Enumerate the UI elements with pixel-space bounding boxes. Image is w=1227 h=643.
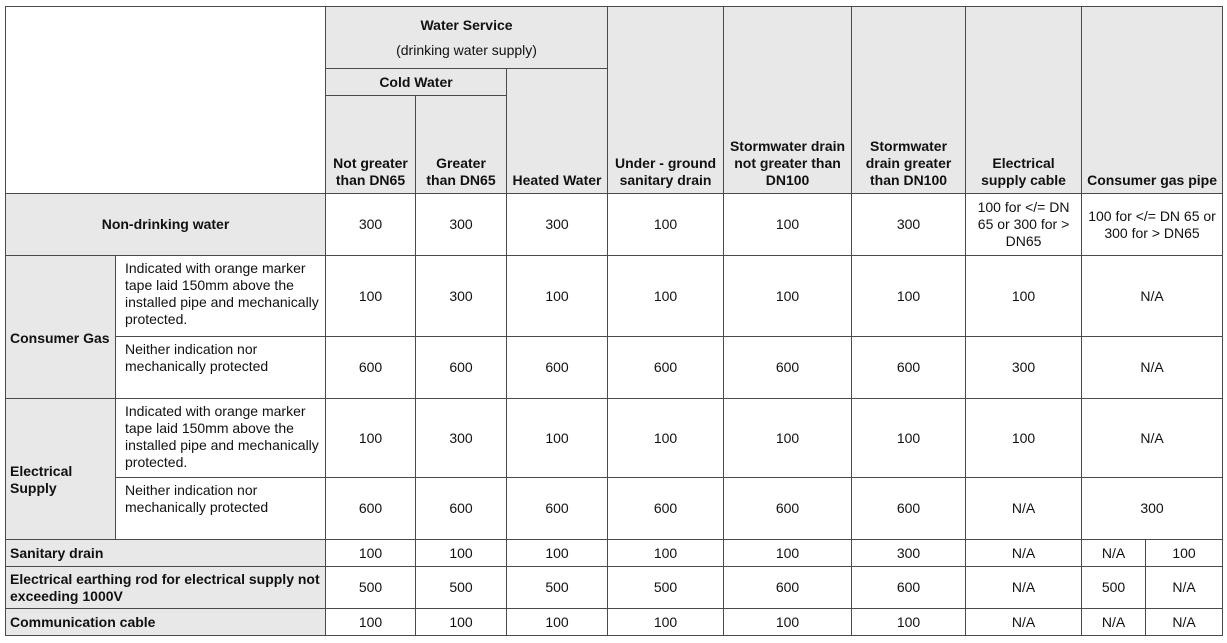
- table-row-sanitary-drain: [6, 540, 1223, 567]
- row-desc-consumer-gas-unmarked: Neither indication nor mechanically protected: [116, 337, 326, 399]
- cell: 100: [326, 399, 416, 478]
- row-desc-consumer-gas-marked: Indicated with orange marker tape laid 150mm above the installed pipe and mechanically protected.: [116, 256, 326, 337]
- cell: 100: [724, 609, 852, 636]
- cell: 100: [416, 540, 507, 567]
- cell: 600: [507, 337, 608, 399]
- row-label-non-drinking: Non-drinking water: [6, 194, 326, 256]
- cell: 600: [326, 478, 416, 540]
- water-service-subtitle: (drinking water supply): [396, 41, 537, 58]
- cell: 100: [507, 399, 608, 478]
- cell: 600: [852, 567, 966, 609]
- cell: 100: [724, 540, 852, 567]
- clearance-table-container: [5, 6, 1223, 636]
- cell: 500: [1082, 567, 1146, 609]
- cell: N/A: [966, 609, 1082, 636]
- cell: 600: [416, 337, 507, 399]
- table-row-earthing-rod: [6, 567, 1223, 609]
- cell: 100: [326, 256, 416, 337]
- row-label-consumer-gas: Consumer Gas: [6, 256, 116, 399]
- cell: 600: [852, 337, 966, 399]
- table-row-non-drinking: [6, 194, 1223, 256]
- cell: 500: [507, 567, 608, 609]
- cell: 100: [326, 540, 416, 567]
- cell: 100: [507, 540, 608, 567]
- row-desc-electrical-marked: Indicated with orange marker tape laid 150mm above the installed pipe and mechanically protected.: [116, 399, 326, 478]
- cell: N/A: [1082, 540, 1146, 567]
- col-header-storm-greater: Stormwater drain greater than DN100: [852, 7, 966, 194]
- cell: N/A: [966, 567, 1082, 609]
- cell: N/A: [1146, 609, 1223, 636]
- cell: 100: [608, 256, 724, 337]
- cell: 600: [507, 478, 608, 540]
- row-desc-electrical-unmarked: Neither indication nor mechanically protected: [116, 478, 326, 540]
- cell: 300: [507, 194, 608, 256]
- cell: 100: [852, 399, 966, 478]
- row-label-earthing-rod: Electrical earthing rod for electrical supply not exceeding 1000V: [6, 567, 326, 609]
- cell: 100: [326, 609, 416, 636]
- table-row-electrical-unmarked: [6, 478, 1223, 540]
- row-label-communication-cable: Communication cable: [6, 609, 326, 636]
- cell: N/A: [1082, 609, 1146, 636]
- cell: 100 for </= DN 65 or 300 for > DN65: [966, 194, 1082, 256]
- cell: 600: [326, 337, 416, 399]
- cell: 300: [416, 399, 507, 478]
- water-service-title: Water Service: [420, 16, 513, 33]
- col-header-heated: Heated Water: [507, 69, 608, 194]
- table-row-electrical-marked: [6, 399, 1223, 478]
- table-row-communication-cable: [6, 609, 1223, 636]
- cell: 100: [608, 399, 724, 478]
- cell: 600: [416, 478, 507, 540]
- cell: 100: [1146, 540, 1223, 567]
- cell: 300: [852, 194, 966, 256]
- cell: 100: [724, 399, 852, 478]
- cell: 100: [416, 609, 507, 636]
- cold-water-header: Cold Water: [326, 69, 507, 96]
- table-row-consumer-gas-unmarked: [6, 337, 1223, 399]
- cell: N/A: [1082, 256, 1223, 337]
- col-header-underground: Under - ground sanitary drain: [608, 7, 724, 194]
- cell: N/A: [966, 478, 1082, 540]
- cell: 300: [1082, 478, 1223, 540]
- cell: 500: [416, 567, 507, 609]
- cell: 600: [724, 478, 852, 540]
- cell: N/A: [1082, 399, 1223, 478]
- cell: 100: [507, 609, 608, 636]
- cell: 100: [608, 609, 724, 636]
- cell: 600: [852, 478, 966, 540]
- cell: 300: [416, 194, 507, 256]
- cell: 600: [724, 567, 852, 609]
- cell: 100: [852, 256, 966, 337]
- col-header-consumer-gas-pipe: Consumer gas pipe: [1082, 7, 1223, 194]
- cell: 600: [724, 337, 852, 399]
- cell: 500: [326, 567, 416, 609]
- row-label-sanitary-drain: Sanitary drain: [6, 540, 326, 567]
- cell: 600: [608, 478, 724, 540]
- cell: 300: [966, 337, 1082, 399]
- cell: 100: [724, 194, 852, 256]
- cell: N/A: [1082, 337, 1223, 399]
- col-header-not-greater: Not greater than DN65: [326, 96, 416, 194]
- cell: 100: [966, 399, 1082, 478]
- cell: 500: [608, 567, 724, 609]
- cell: 300: [416, 256, 507, 337]
- cell: 100: [507, 256, 608, 337]
- cell: 100: [966, 256, 1082, 337]
- row-label-electrical-supply: Electrical Supply: [6, 399, 116, 540]
- cell: 100: [724, 256, 852, 337]
- cell: N/A: [1146, 567, 1223, 609]
- clearance-table: [5, 6, 1223, 636]
- cell: 300: [326, 194, 416, 256]
- col-header-greater: Greater than DN65: [416, 96, 507, 194]
- cell: 100 for </= DN 65 or 300 for > DN65: [1082, 194, 1223, 256]
- cell: 100: [608, 540, 724, 567]
- water-service-header: [326, 7, 608, 69]
- cell: 100: [608, 194, 724, 256]
- cell: 100: [852, 609, 966, 636]
- col-header-electrical-cable: Electrical supply cable: [966, 7, 1082, 194]
- cell: 600: [608, 337, 724, 399]
- table-row-consumer-gas-marked: [6, 256, 1223, 337]
- col-header-storm-not-greater: Stormwater drain not greater than DN100: [724, 7, 852, 194]
- corner-cell: [6, 7, 326, 194]
- cell: 300: [852, 540, 966, 567]
- cell: N/A: [966, 540, 1082, 567]
